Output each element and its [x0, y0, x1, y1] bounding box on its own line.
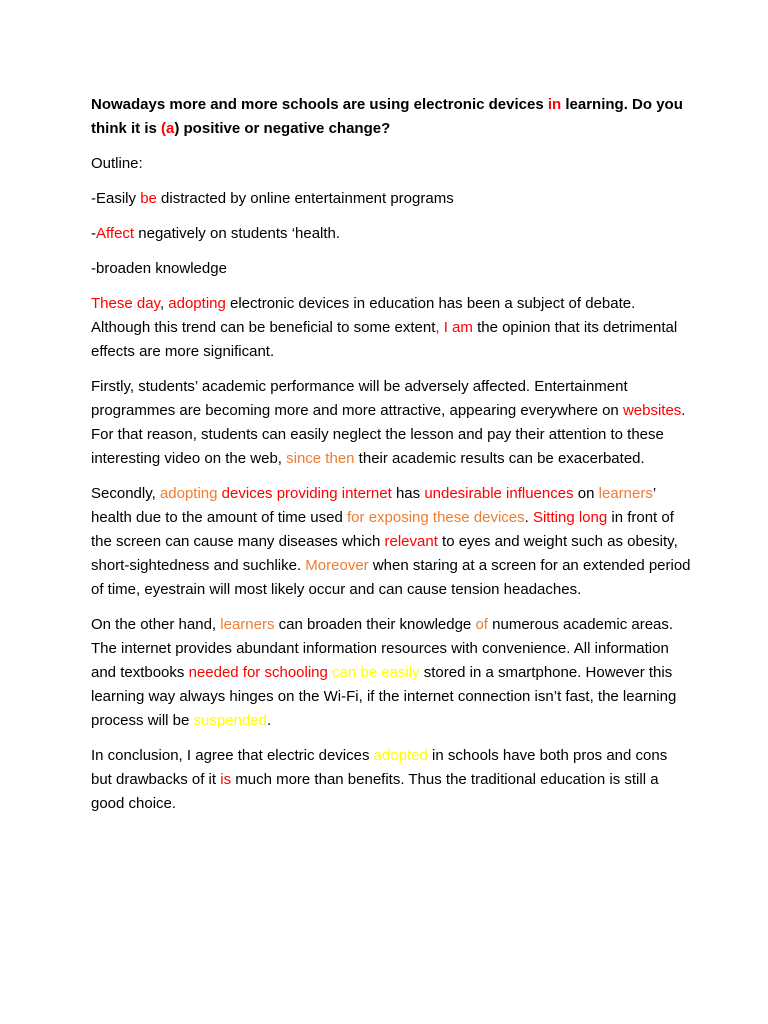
highlighted-text-red: undesirable influences	[424, 485, 574, 502]
highlighted-text-red: in	[547, 96, 562, 113]
text-run: -broaden knowledge	[91, 260, 227, 277]
text-run: Nowadays more and more schools are using electronic devices	[91, 96, 548, 113]
text-run: has	[391, 485, 425, 502]
text-run: ,	[159, 295, 169, 312]
outline-heading	[91, 152, 691, 176]
highlighted-text-yellow: can be easily	[332, 664, 420, 681]
highlighted-text-red: (a	[161, 120, 175, 137]
text-run: -	[91, 225, 96, 242]
highlighted-text-red: relevant	[384, 533, 438, 550]
highlighted-text-red: needed for schooling	[188, 664, 328, 681]
text-run: .	[524, 509, 533, 526]
highlighted-text-orange: learners	[598, 485, 653, 502]
text-run: -Easily	[91, 190, 141, 207]
text-run: stored in a smartphone. However this learning way always hinges on the Wi-Fi, if the internet connection isn’t fast, the learning process will be	[91, 664, 677, 729]
highlighted-text-orange: adopting	[159, 485, 218, 502]
text-run: . For that reason, students can easily neglect the lesson and pay their attention to these interesting video on the web,	[91, 402, 686, 467]
highlighted-text-orange: learners	[220, 616, 275, 633]
text-run: when staring at a screen for an extended period of time, eyestrain will most likely occur and can cause tension headaches.	[91, 557, 691, 598]
outline-item	[91, 222, 691, 246]
text-run: in schools have both pros and cons but drawbacks of it	[91, 747, 668, 788]
highlighted-text-red: , I am	[435, 319, 473, 336]
text-run: In conclusion, I agree that electric devices	[91, 747, 374, 764]
outline-item	[91, 187, 691, 211]
text-run: Secondly,	[91, 485, 160, 502]
text-run: their academic results can be exacerbated.	[354, 450, 645, 467]
body-paragraph-first	[91, 375, 691, 471]
text-run: much more than benefits. Thus the traditional education is still a good choice.	[91, 771, 659, 812]
highlighted-text-orange: Moreover	[305, 557, 369, 574]
text-run: Firstly, students’ academic performance will be adversely affected. Entertainment programmes are becoming more and more attractive, appearing everywhere on	[91, 378, 628, 419]
highlighted-text-red: adopting	[168, 295, 226, 312]
highlighted-text-yellow: adopted	[373, 747, 428, 764]
text-run: negatively on students ‘health.	[134, 225, 341, 242]
body-paragraph-other-hand	[91, 613, 691, 733]
highlighted-text-red: devices providing internet	[221, 485, 392, 502]
highlighted-text-orange: since then	[286, 450, 355, 467]
highlighted-text-orange: of	[475, 616, 488, 633]
text-run: on	[573, 485, 599, 502]
text-run: Outline:	[91, 155, 143, 172]
text-run: the opinion that its detrimental effects are more significant.	[91, 319, 678, 360]
text-run: ) positive or negative change?	[174, 120, 391, 137]
highlighted-text-red: is	[220, 771, 232, 788]
text-run: learning. Do you think it is	[91, 96, 683, 137]
conclusion-paragraph	[91, 744, 691, 816]
essay-prompt	[91, 93, 691, 141]
text-run: electronic devices in education has been a subject of debate. Although this trend can be beneficial to some extent	[91, 295, 636, 336]
highlighted-text-red: websites	[622, 402, 682, 419]
outline-item	[91, 257, 691, 281]
text-run: On the other hand,	[91, 616, 221, 633]
body-paragraph-second	[91, 482, 691, 602]
highlighted-text-red: Affect	[96, 225, 135, 242]
text-run: .	[266, 712, 272, 729]
highlighted-text-red: Sitting long	[532, 509, 608, 526]
highlighted-text-yellow: suspended	[193, 712, 267, 729]
highlighted-text-red: These day	[91, 295, 160, 312]
text-run: to eyes and weight such as obesity, short-sightedness and suchlike.	[91, 533, 678, 574]
document-body	[91, 93, 691, 827]
text-run: can broaden their knowledge	[274, 616, 476, 633]
text-run: ’ health due to the amount of time used	[91, 485, 656, 526]
text-run: numerous academic areas. The internet provides abundant information resources with convenience. All information and textbooks	[91, 616, 674, 681]
text-run: in front of the screen can cause many diseases which	[91, 509, 674, 550]
highlighted-text-orange: for exposing these devices	[347, 509, 525, 526]
text-run: distracted by online entertainment programs	[156, 190, 454, 207]
highlighted-text-red: be	[140, 190, 157, 207]
introduction-paragraph	[91, 292, 691, 364]
